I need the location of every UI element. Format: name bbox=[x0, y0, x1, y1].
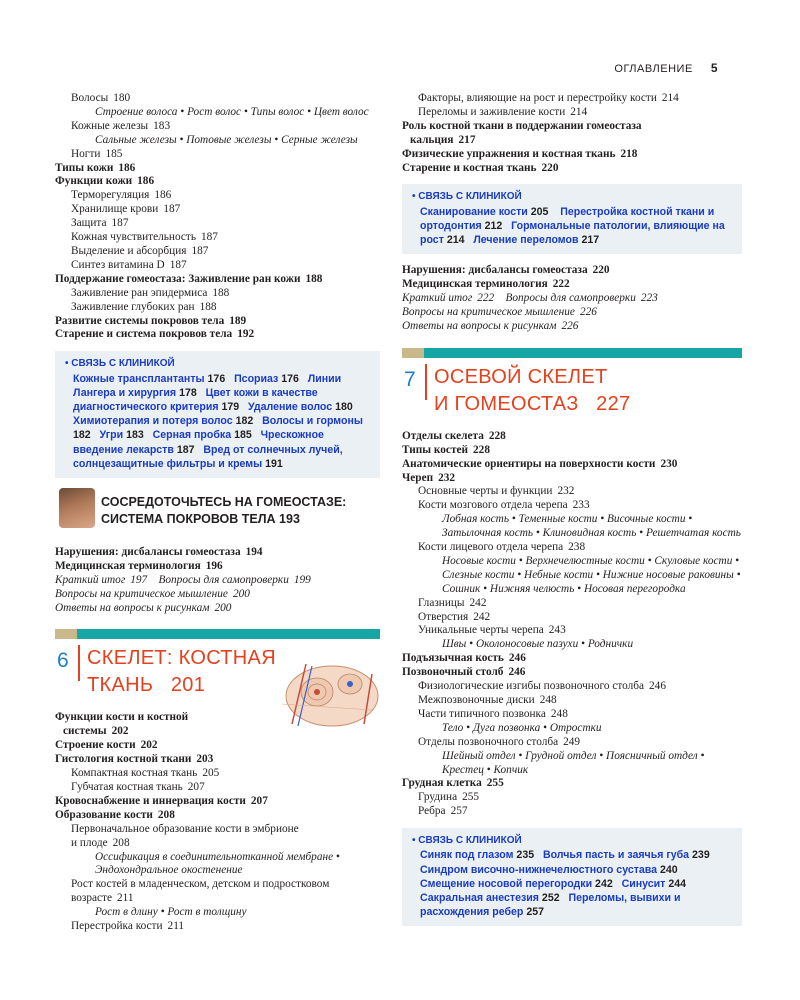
toc-entry[interactable]: Старение и система покровов тела 192 bbox=[55, 328, 255, 341]
toc-entry[interactable]: Заживление ран эпидермиса 188 bbox=[71, 286, 230, 299]
toc-entry[interactable]: Грудная клетка 255 bbox=[402, 777, 504, 790]
chapter-number: 6 bbox=[57, 649, 69, 673]
toc-entry[interactable]: Физические упражнения и костная ткань 218 bbox=[402, 147, 638, 160]
toc-entry[interactable]: Ногти 185 bbox=[71, 147, 123, 160]
toc-entry[interactable]: Губчатая костная ткань 207 bbox=[71, 781, 205, 793]
chapter-divider-bar bbox=[402, 348, 742, 358]
toc-entry[interactable]: Ребра 257 bbox=[418, 805, 468, 818]
toc-entry[interactable]: Глазницы 242 bbox=[418, 596, 487, 609]
toc-entry[interactable]: Отверстия 242 bbox=[418, 610, 491, 623]
toc-subtopics: Рост в длину • Рост в толщину bbox=[95, 906, 247, 919]
toc-entry[interactable]: Компактная костная ткань 205 bbox=[71, 767, 220, 780]
toc-subtopics: Строение волоса • Рост волос • Типы волос • Цвет волос bbox=[95, 105, 369, 118]
toc-entry[interactable]: Нарушения: дисбалансы гомеостаза 220 bbox=[402, 264, 610, 277]
toc-entry[interactable]: Кожная чувствительность 187 bbox=[71, 231, 218, 244]
toc-entry[interactable]: Краткий итог 197 Вопросы для самопроверки 199 bbox=[55, 573, 311, 586]
toc-subtopics: Тело • Дуга позвонка • Отростки bbox=[442, 721, 602, 734]
bone-tissue-illustration bbox=[272, 654, 380, 738]
chapter-7-heading[interactable] bbox=[402, 364, 742, 426]
toc-entry[interactable]: Кости мозгового отдела черепа 233 bbox=[418, 499, 590, 512]
toc-entry[interactable]: Ответы на вопросы к рисункам 226 bbox=[402, 319, 579, 332]
toc-entry[interactable]: Типы костей 228 bbox=[402, 443, 490, 456]
toc-entry[interactable]: Волосы 180 bbox=[71, 92, 131, 104]
chapter-title-line2: ТКАНЬ 201 bbox=[87, 674, 206, 697]
toc-entry[interactable]: Череп 232 bbox=[402, 471, 456, 484]
toc-entry[interactable]: Синтез витамина D 187 bbox=[71, 258, 187, 271]
toc-subtopics: Лобная кость • Теменные кости • Височные кости • Затылочная кость • Клиновидная кость • Решетчатая кость bbox=[442, 513, 741, 540]
toc-entry[interactable]: Заживление глубоких ран 188 bbox=[71, 300, 217, 313]
chapter-rule bbox=[78, 645, 80, 681]
toc-entry[interactable]: Основные черты и функции 232 bbox=[418, 485, 575, 498]
focus-title: СОСРЕДОТОЧЬТЕСЬ НА ГОМЕОСТАЗЕ: СИСТЕМА ПОКРОВОВ ТЕЛА 193 bbox=[101, 494, 347, 526]
page-number: 5 bbox=[710, 61, 718, 75]
clinical-connection-list: Кожные трансплантанты 176 Псориаз 176 Линии Лангера и хирургия 178 Цвет кожи в качестве диагностического критерия 179 Удаление волос 180 Химиотерапия и потеря волос 182 Волосы и гормоны 182 Угри 183 Серная пробка 185 Чрескожное введение лекарств 187 Вред от солнечных лучей, солнцезащитные фильтры и кремы 191 bbox=[73, 372, 363, 470]
toc-entry[interactable]: Перестройка кости 211 bbox=[71, 920, 185, 933]
toc-entry[interactable]: Уникальные черты черепа 243 bbox=[418, 624, 566, 637]
homeostasis-focus-banner[interactable] bbox=[55, 488, 380, 542]
toc-left-column bbox=[55, 92, 380, 934]
toc-entry[interactable]: Медицинская терминология 196 bbox=[55, 559, 223, 572]
toc-entry[interactable]: Межпозвоночные диски 248 bbox=[418, 694, 557, 706]
toc-subtopics: Шейный отдел • Грудной отдел • Поясничный отдел • Крестец • Копчик bbox=[442, 749, 705, 776]
toc-entry[interactable]: Позвоночный столб 246 bbox=[402, 666, 526, 679]
chapter-title-line2: И ГОМЕОСТАЗ 227 bbox=[434, 392, 631, 415]
toc-entry[interactable]: Образование кости 208 bbox=[55, 808, 175, 821]
portrait-photo bbox=[59, 488, 95, 528]
toc-entry[interactable]: Анатомические ориентиры на поверхности кости 230 bbox=[402, 457, 678, 470]
clinical-connection-list: Сканирование кости 205 Перестройка костной ткани и ортодонтия 212 Гормональные патологии, влияющие на рост 214 Лечение переломов 217 bbox=[420, 205, 725, 247]
toc-entry[interactable]: Строение кости 202 bbox=[55, 739, 158, 752]
toc-entry[interactable]: Части типичного позвонка 248 bbox=[418, 707, 568, 720]
toc-entry[interactable]: Первоначальное образование кости в эмбрионе и плоде 208 bbox=[71, 822, 299, 849]
toc-entry[interactable]: Подъязычная кость 246 bbox=[402, 652, 526, 665]
header-section: ОГЛАВЛЕНИЕ bbox=[614, 63, 693, 75]
chapter-divider-bar bbox=[55, 629, 380, 639]
clinical-connection-box bbox=[55, 351, 380, 478]
toc-subtopics: Швы • Околоносовые пазухи • Роднички bbox=[442, 638, 634, 651]
chapter-rule bbox=[425, 364, 427, 400]
toc-subtopics: Сальные железы • Потовые железы • Серные железы bbox=[95, 133, 358, 146]
chapter-title-line1: СКЕЛЕТ: КОСТНАЯ bbox=[87, 647, 276, 670]
toc-entry[interactable]: Вопросы на критическое мышление 200 bbox=[55, 587, 250, 600]
toc-entry[interactable]: Кровоснабжение и иннервация кости 207 bbox=[55, 794, 268, 807]
toc-entry[interactable]: Переломы и заживление кости 214 bbox=[418, 105, 588, 118]
toc-entry[interactable]: Рост костей в младенческом, детском и подростковом возрасте 211 bbox=[71, 878, 330, 905]
toc-entry[interactable]: Поддержание гомеостаза: Заживление ран кожи 188 bbox=[55, 272, 323, 285]
toc-right-column bbox=[402, 92, 742, 936]
toc-subtopics: Оссификация в соединительнотканной мембране • Эндохондральное окостенение bbox=[95, 850, 340, 877]
toc-entry[interactable]: Нарушения: дисбалансы гомеостаза 194 bbox=[55, 545, 263, 558]
toc-entry[interactable]: Функции кости и костной системы 202 bbox=[55, 711, 189, 738]
chapter-title-line1: ОСЕВОЙ СКЕЛЕТ bbox=[434, 365, 608, 388]
toc-entry[interactable]: Физиологические изгибы позвоночного столба 246 bbox=[418, 680, 666, 693]
clinical-connection-box bbox=[402, 184, 742, 254]
clinical-connection-heading: • СВЯЗЬ С КЛИНИКОЙ bbox=[412, 835, 522, 847]
toc-entry[interactable]: Отделы позвоночного столба 249 bbox=[418, 735, 581, 748]
toc-entry[interactable]: Функции кожи 186 bbox=[55, 175, 155, 188]
toc-entry[interactable]: Выделение и абсорбция 187 bbox=[71, 244, 209, 257]
toc-entry[interactable]: Типы кожи 186 bbox=[55, 161, 136, 174]
toc-entry[interactable]: Краткий итог 222 Вопросы для самопроверки 223 bbox=[402, 292, 658, 305]
clinical-connection-box bbox=[402, 828, 742, 926]
toc-entry[interactable]: Грудина 255 bbox=[418, 791, 480, 804]
toc-entry[interactable]: Защита 187 bbox=[71, 217, 129, 230]
toc-entry[interactable]: Гистология костной ткани 203 bbox=[55, 753, 214, 766]
toc-entry[interactable]: Факторы, влияющие на рост и перестройку кости 214 bbox=[418, 92, 679, 104]
toc-entry[interactable]: Роль костной ткани в поддержании гомеостаза кальция 217 bbox=[402, 119, 642, 146]
toc-entry[interactable]: Вопросы на критическое мышление 226 bbox=[402, 305, 597, 318]
toc-entry[interactable]: Старение и костная ткань 220 bbox=[402, 161, 559, 174]
toc-entry[interactable]: Кости лицевого отдела черепа 238 bbox=[418, 541, 586, 554]
toc-entry[interactable]: Ответы на вопросы к рисункам 200 bbox=[55, 601, 232, 614]
toc-subtopics: Носовые кости • Верхнечелюстные кости • Скуловые кости • Слезные кости • Небные кости • Нижние носовые раковины • Сошник • Нижняя челюсть • Носовая перегородка bbox=[442, 554, 741, 595]
toc-entry[interactable]: Развитие системы покровов тела 189 bbox=[55, 314, 247, 327]
toc-entry[interactable]: Терморегуляция 186 bbox=[71, 189, 172, 202]
toc-entry[interactable]: Отделы скелета 228 bbox=[402, 429, 506, 442]
clinical-connection-list: Синяк под глазом 235 Волчья пасть и заячья губа 239 Синдром височно-нижнечелюстного сустава 240 Смещение носовой перегородки 242 Синусит 244 Сакральная анестезия 252 Переломы, вывихи и расхождения ребер 257 bbox=[420, 849, 710, 919]
clinical-connection-heading: • СВЯЗЬ С КЛИНИКОЙ bbox=[412, 191, 522, 203]
clinical-connection-heading: • СВЯЗЬ С КЛИНИКОЙ bbox=[65, 358, 175, 370]
chapter-number: 7 bbox=[404, 367, 416, 391]
toc-entry[interactable]: Хранилище крови 187 bbox=[71, 203, 181, 216]
running-header bbox=[614, 61, 718, 75]
toc-entry[interactable]: Медицинская терминология 222 bbox=[402, 278, 570, 291]
toc-entry[interactable]: Кожные железы 183 bbox=[71, 119, 171, 132]
